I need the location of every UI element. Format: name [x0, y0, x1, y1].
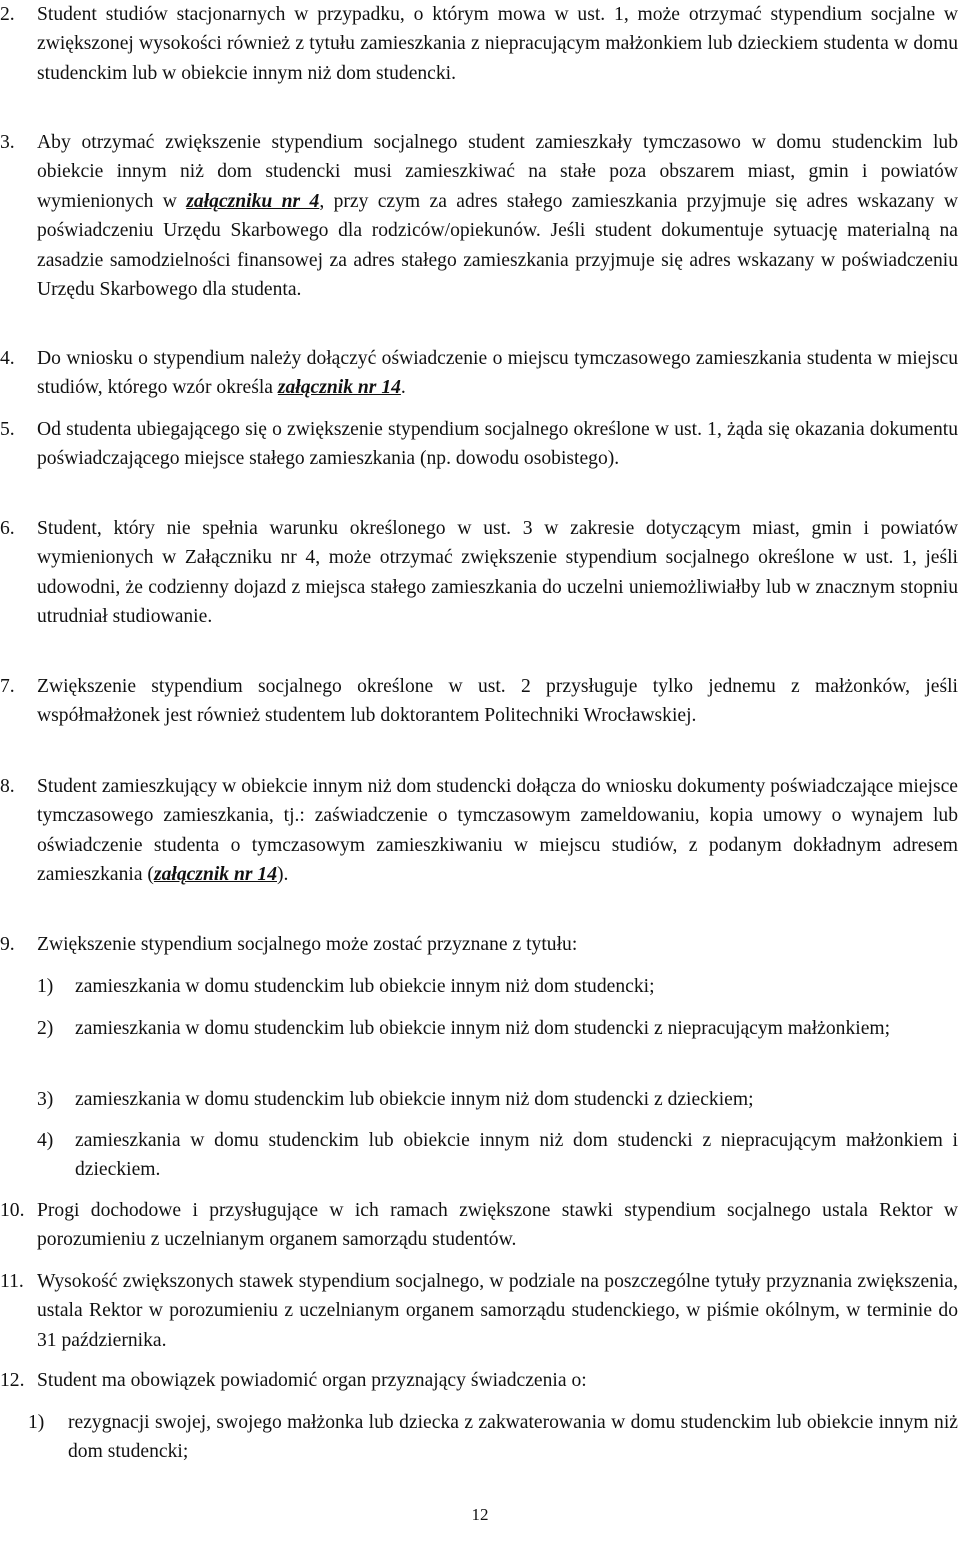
- sub-item-text: rezygnacji swojej, swojego małżonka lub dziecka z zakwaterowania w domu studenckim lub obiekcie innym niż dom studencki;: [68, 1412, 958, 1463]
- page-number: 12: [471, 1505, 489, 1524]
- paragraph-number: 12.: [0, 1370, 25, 1391]
- sub-item-12-1: [28, 1408, 958, 1467]
- sub-item-number: 1): [28, 1412, 45, 1433]
- paragraph-number: 9.: [0, 934, 15, 955]
- paragraph-4: [0, 344, 958, 403]
- sub-item-number: 3): [37, 1089, 54, 1110]
- paragraph-text-part: Do wniosku o stypendium należy dołączyć oświadczenie o miejscu tymczasowego zamieszkania studenta w miejscu studiów, którego wzór określa: [37, 348, 958, 399]
- paragraph-9: [0, 930, 958, 959]
- paragraph-number: 2.: [0, 4, 15, 25]
- paragraph-number: 11.: [0, 1271, 24, 1292]
- sub-item-text: zamieszkania w domu studenckim lub obiekcie innym niż dom studencki z niepracującym małżonkiem i dzieckiem.: [75, 1130, 958, 1181]
- paragraph-text-part: , przy czym za adres stałego zamieszkania przyjmuje się adres wskazany w poświadczeniu Urzędu Skarbowego dla rodziców/opiekunów. Jeśli student dokumentuje sytuację materialną na zasadzie samodzielności finansowej za adres stałego zamieszkania przyjmuje się adres wskazany w poświadczeniu Urzędu Skarbowego dla studenta.: [37, 190, 958, 301]
- sub-item-text: zamieszkania w domu studenckim lub obiekcie innym niż dom studencki z dzieckiem;: [75, 1089, 754, 1110]
- paragraph-number: 3.: [0, 132, 15, 153]
- paragraph-text: [37, 128, 958, 304]
- paragraph-8: [0, 772, 958, 890]
- sub-item-9-1: [37, 972, 958, 1001]
- paragraph-6: [0, 514, 958, 632]
- paragraph-number: 8.: [0, 776, 15, 797]
- paragraph-2: [0, 0, 958, 88]
- paragraph-11: [0, 1267, 958, 1355]
- paragraph-number: 10.: [0, 1200, 25, 1221]
- paragraph-3: [0, 128, 958, 304]
- sub-item-9-2: [37, 1014, 958, 1043]
- paragraph-10: [0, 1196, 958, 1255]
- paragraph-text: Od studenta ubiegającego się o zwiększenie stypendium socjalnego określone w ust. 1, żąda się okazania dokumentu poświadczającego miejsce stałego zamieszkania (np. dowodu osobistego).: [37, 419, 958, 470]
- paragraph-text: Progi dochodowe i przysługujące w ich ramach zwiększone stawki stypendium socjalnego ustala Rektor w porozumieniu z uczelnianym organem samorządu studentów.: [37, 1200, 958, 1251]
- sub-item-number: 1): [37, 976, 54, 997]
- attachment-reference: załącznik nr 14: [277, 377, 401, 399]
- sub-item-number: 4): [37, 1130, 54, 1151]
- paragraph-number: 7.: [0, 676, 15, 697]
- attachment-reference: załącznik nr 14: [153, 864, 277, 886]
- paragraph-5: [0, 415, 958, 474]
- paragraph-number: 4.: [0, 348, 15, 369]
- paragraph-text: [37, 772, 958, 890]
- paragraph-text-part: .: [400, 377, 406, 399]
- paragraph-number: 5.: [0, 419, 15, 440]
- paragraph-text-part: ).: [277, 864, 289, 886]
- paragraph-text: Student ma obowiązek powiadomić organ przyznający świadczenia o:: [37, 1370, 587, 1391]
- paragraph-text: Zwiększenie stypendium socjalnego może zostać przyznane z tytułu:: [37, 934, 578, 955]
- sub-item-number: 2): [37, 1018, 54, 1039]
- sub-item-text: zamieszkania w domu studenckim lub obiekcie innym niż dom studencki;: [75, 976, 655, 997]
- paragraph-text: [37, 344, 958, 403]
- paragraph-text-part: Aby otrzymać zwiększenie stypendium socjalnego student zamieszkały tymczasowo w domu studenckim lub obiekcie innym niż dom studencki musi zamieszkiwać na stałe poza obszarem miast, gmin i powiatów wymienionych w: [37, 132, 958, 212]
- sub-item-text: zamieszkania w domu studenckim lub obiekcie innym niż dom studencki z niepracującym małżonkiem;: [75, 1018, 891, 1039]
- paragraph-12: [0, 1366, 958, 1395]
- paragraph-text: Student, który nie spełnia warunku określonego w ust. 3 w zakresie dotyczącym miast, gmin i powiatów wymienionych w Załączniku nr 4, może otrzymać zwiększenie stypendium socjalnego określone w ust. 1, jeśli udowodni, że codzienny dojazd z miejsca stałego zamieszkania do uczelni uniemożliwiałby lub w znacznym stopniu utrudniał studiowanie.: [37, 518, 958, 628]
- attachment-reference: załączniku nr 4: [186, 190, 320, 212]
- sub-item-9-4: [37, 1126, 958, 1185]
- paragraph-text: Zwiększenie stypendium socjalnego określone w ust. 2 przysługuje tylko jednemu z małżonków, jeśli współmałżonek jest również studentem lub doktorantem Politechniki Wrocławskiej.: [37, 676, 958, 727]
- paragraph-text-part: Student zamieszkujący w obiekcie innym niż dom studencki dołącza do wniosku dokumenty poświadczające miejsce tymczasowego zamieszkania, tj.: zaświadczenie o tymczasowym zameldowaniu, kopia umowy o wynajem lub oświadczenie studenta o tymczasowym zamieszkiwaniu w miejscu studiów, z podanym dokładnym adresem zamieszkania (: [37, 776, 958, 886]
- paragraph-number: 6.: [0, 518, 15, 539]
- sub-item-9-3: [37, 1085, 958, 1114]
- paragraph-text: Wysokość zwiększonych stawek stypendium socjalnego, w podziale na poszczególne tytuły przyznania zwiększenia, ustala Rektor w porozumieniu z uczelnianym organem samorządu studenckiego, w piśmie okólnym, w terminie do 31 października.: [37, 1271, 958, 1351]
- paragraph-7: [0, 672, 958, 731]
- paragraph-text: Student studiów stacjonarnych w przypadku, o którym mowa w ust. 1, może otrzymać stypendium socjalne w zwiększonej wysokości również z tytułu zamieszkania z niepracującym małżonkiem lub dzieckiem studenta w domu studenckim lub w obiekcie innym niż dom studencki.: [37, 4, 958, 84]
